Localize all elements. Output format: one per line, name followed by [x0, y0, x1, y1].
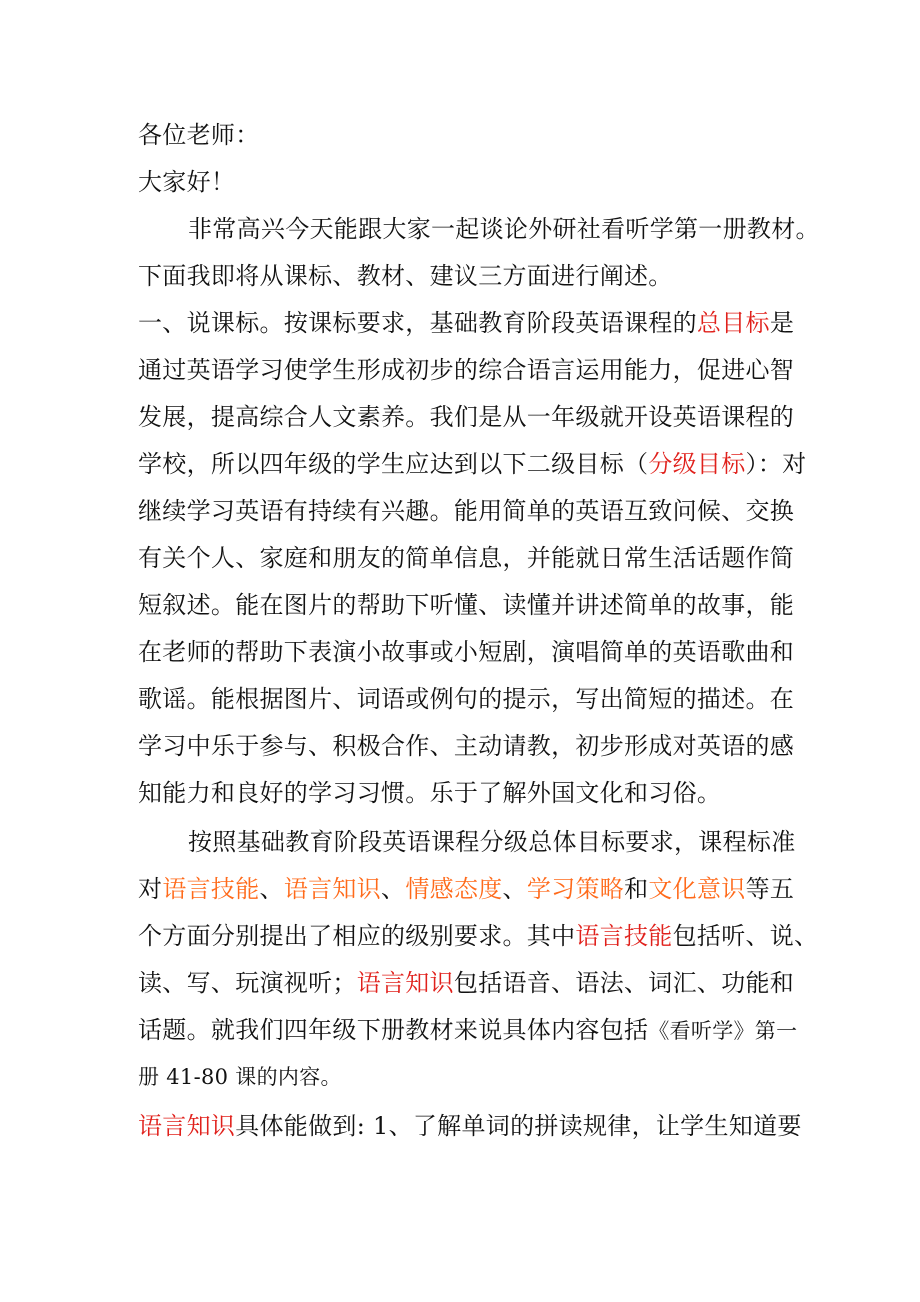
standards-line-9: 歌谣。能根据图片、词语或例句的提示，写出简短的描述。在: [138, 685, 795, 713]
standards-line-2: 通过英语学习使学生形成初步的综合语言运用能力，促进心智: [138, 356, 795, 384]
highlight-cultural-awareness: 文化意识: [648, 875, 746, 903]
intro-line-2: 下面我即将从课标、教材、建议三方面进行阐述。: [138, 262, 673, 290]
requirements-line-2: [138, 866, 818, 913]
text-span: 是: [769, 309, 795, 337]
text-span: 话题。就我们四年级下册教材来说具体内容包括: [138, 1016, 649, 1044]
knowledge-line-1: [138, 1103, 818, 1150]
highlight-language-knowledge: 语言知识: [356, 969, 454, 997]
text-span: ）：对: [745, 450, 807, 478]
text-span: 等五: [745, 875, 795, 903]
standards-line-4: [138, 441, 818, 488]
standards-line-1: [138, 300, 818, 347]
standards-line-3: 发展，提高综合人文素养。我们是从一年级就开设英语课程的: [138, 403, 795, 431]
requirements-line-1: 按照基础教育阶段英语课程分级总体目标要求，课程标准: [188, 828, 796, 856]
requirements-line-4: [138, 960, 818, 1007]
highlight-level-goal: 分级目标: [648, 450, 746, 478]
text-span: 包括听、说、: [672, 922, 819, 950]
text-span: 和: [624, 875, 649, 903]
intro-line-1: 非常高兴今天能跟大家一起谈论外研社看听学第一册教材。: [188, 215, 820, 243]
document-page: [138, 112, 818, 1150]
standards-line-8: 在老师的帮助下表演小故事或小短剧，演唱简单的英语歌曲和: [138, 638, 795, 666]
text-span: 读、写、玩演视听；: [138, 969, 357, 997]
text-span: 包括语音、语法、词汇、功能和: [453, 969, 795, 997]
greeting-teachers: 各位老师：: [138, 121, 260, 149]
requirements-line-5: [138, 1007, 818, 1054]
requirements-line-3: [138, 913, 818, 960]
book-title-text: 《看听学》第一: [648, 1019, 798, 1043]
standards-line-11: 知能力和良好的学习习惯。乐于了解外国文化和习俗。: [138, 779, 722, 807]
standards-line-5: 继续学习英语有持续有兴趣。能用简单的英语互致问候、交换: [138, 497, 795, 525]
text-span: 具体能做到: 1、了解单词的拼读规律，让学生知道要: [235, 1112, 802, 1140]
highlight-language-skills: 语言技能: [162, 875, 260, 903]
highlight-learning-strategy: 学习策略: [526, 875, 625, 903]
standards-line-6: 有关个人、家庭和朋友的简单信息，并能就日常生活话题作简: [138, 544, 795, 572]
text-span: 、: [381, 875, 406, 903]
highlight-language-skills: 语言技能: [575, 922, 673, 950]
greeting-everyone: 大家好！: [138, 168, 236, 196]
requirements-line-6: 册 41-80 课的内容。: [138, 1065, 342, 1089]
standards-line-10: 学习中乐于参与、积极合作、主动请教，初步形成对英语的感: [138, 732, 795, 760]
standards-line-7: 短叙述。能在图片的帮助下听懂、读懂并讲述简单的故事，能: [138, 591, 795, 619]
highlight-language-knowledge: 语言知识: [283, 875, 382, 903]
highlight-language-knowledge: 语言知识: [138, 1112, 236, 1140]
text-span: 对: [138, 875, 163, 903]
text-span: 学校，所以四年级的学生应达到以下二级目标（: [138, 450, 649, 478]
highlight-emotional-attitude: 情感态度: [405, 875, 503, 903]
text-span: 一、说课标。按课标要求，基础教育阶段英语课程的: [138, 309, 697, 337]
text-span: 个方面分别提出了相应的级别要求。其中: [138, 922, 576, 950]
text-span: 、: [502, 875, 527, 903]
highlight-overall-goal: 总目标: [696, 309, 770, 337]
text-span: 、: [259, 875, 284, 903]
